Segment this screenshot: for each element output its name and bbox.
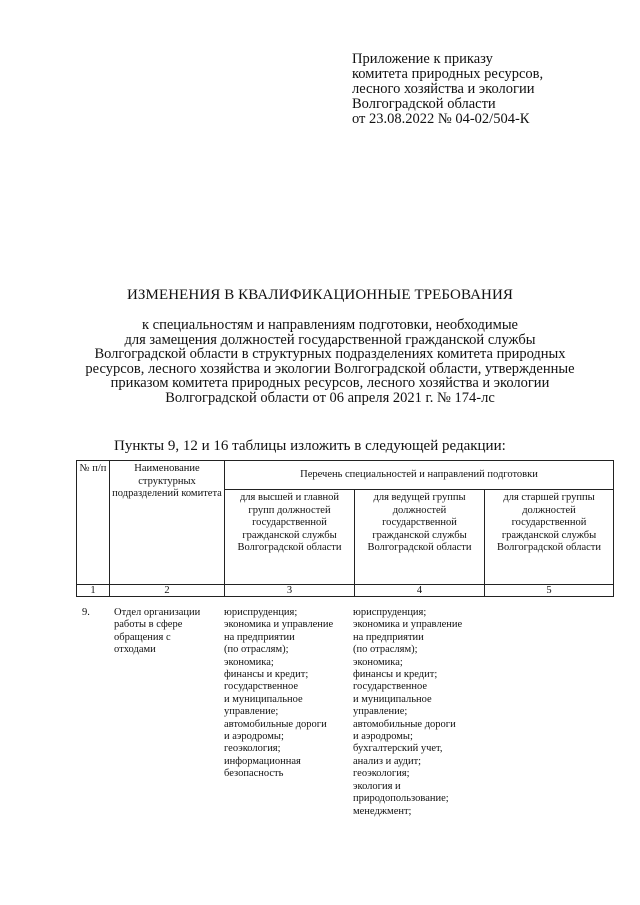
document-title: ИЗМЕНЕНИЯ В КВАЛИФИКАЦИОННЫЕ ТРЕБОВАНИЯ xyxy=(126,287,514,303)
intro-text: Пункты 9, 12 и 16 таблицы изложить в следующей редакции: xyxy=(114,438,506,454)
high-line: (по отраслям); xyxy=(224,644,289,656)
appendix-line: Волгоградской области xyxy=(352,96,496,112)
high-line: на предприятии xyxy=(224,631,295,643)
high-line: государственное xyxy=(224,681,299,693)
high-line: автомобильные дороги xyxy=(224,718,327,730)
header-senior-group: для старшей группы должностей государственной гражданской службы Волгоградской области xyxy=(485,490,614,585)
high-line: экономика; xyxy=(224,656,274,668)
lead-line: экология и xyxy=(353,780,401,792)
appendix-line: комитета природных ресурсов, xyxy=(352,66,544,82)
subtitle-line: приказом комитета природных ресурсов, лесного хозяйства и экологии xyxy=(110,375,550,391)
column-number: 1 xyxy=(77,585,110,597)
row-9-high-group xyxy=(224,607,352,781)
subtitle-line: Волгоградской области в структурных подразделениях комитета природных xyxy=(94,346,566,362)
subtitle-line: Волгоградской области от 06 апреля 2021 г. № 174-лс xyxy=(165,389,495,406)
lead-line: бухгалтерский учет, xyxy=(353,743,443,755)
document-subtitle xyxy=(80,318,580,405)
subtitle-line: ресурсов, лесного хозяйства и экологии Волгоградской области, утвержденные xyxy=(85,360,575,377)
qualification-table xyxy=(76,460,614,597)
high-line: финансы и кредит; xyxy=(224,669,309,681)
lead-line: экономика; xyxy=(353,656,403,668)
appendix-block xyxy=(352,52,612,127)
name-line: Отдел организации xyxy=(114,607,201,618)
column-number: 4 xyxy=(355,585,485,597)
lead-line: и муниципальное xyxy=(353,693,432,705)
high-line: экономика и управление xyxy=(224,619,334,631)
lead-line: на предприятии xyxy=(353,631,424,643)
high-line: безопасность xyxy=(224,768,284,780)
lead-line: юриспруденция; xyxy=(353,607,427,618)
lead-line: автомобильные дороги xyxy=(353,718,456,730)
header-name: Наименование структурных подразделений комитета xyxy=(110,461,225,585)
header-num: № п/п xyxy=(77,461,110,585)
header-list: Перечень специальностей и направлений подготовки xyxy=(225,461,614,490)
name-line: обращения с xyxy=(114,631,171,643)
lead-line: анализ и аудит; xyxy=(353,755,422,767)
high-line: и аэродромы; xyxy=(224,731,284,743)
lead-line: и аэродромы; xyxy=(353,731,413,743)
lead-line: государственное xyxy=(353,681,428,693)
appendix-line: лесного хозяйства и экологии xyxy=(352,81,535,97)
header-high-group: для высшей и главной групп должностей государственной гражданской службы Волгоградской области xyxy=(225,490,355,585)
lead-line: (по отраслям); xyxy=(353,644,418,656)
row-9-number xyxy=(82,607,102,619)
lead-line: природопользование; xyxy=(353,793,449,805)
lead-line: менеджмент; xyxy=(353,805,412,817)
subtitle-line: к специальностям и направлениям подготовки, необходимые xyxy=(141,317,518,333)
high-line: геоэкология; xyxy=(224,743,281,755)
row-9-lead-group xyxy=(353,607,481,818)
name-line: отходами xyxy=(114,644,156,656)
high-line: юриспруденция; xyxy=(224,607,298,618)
column-number: 5 xyxy=(485,585,614,597)
high-line: информационная xyxy=(224,755,301,767)
appendix-line: от 23.08.2022 № 04-02/504-К xyxy=(352,111,530,127)
name-line: работы в сфере xyxy=(114,619,183,631)
lead-line: геоэкология; xyxy=(353,768,410,780)
appendix-line: Приложение к приказу xyxy=(352,51,493,67)
high-line: и муниципальное xyxy=(224,693,303,705)
lead-line: экономика и управление xyxy=(353,619,463,631)
subtitle-line: для замещения должностей государственной гражданской службы xyxy=(124,331,536,348)
row-9-name xyxy=(114,607,210,657)
header-lead-group: для ведущей группы должностей государственной гражданской службы Волгоградской области xyxy=(355,490,485,585)
row-9 xyxy=(76,607,613,837)
lead-line: финансы и кредит; xyxy=(353,669,438,681)
high-line: управление; xyxy=(224,706,279,718)
column-number: 2 xyxy=(110,585,225,597)
lead-line: управление; xyxy=(353,706,408,718)
row-number-text: 9. xyxy=(82,607,90,618)
column-number: 3 xyxy=(225,585,355,597)
